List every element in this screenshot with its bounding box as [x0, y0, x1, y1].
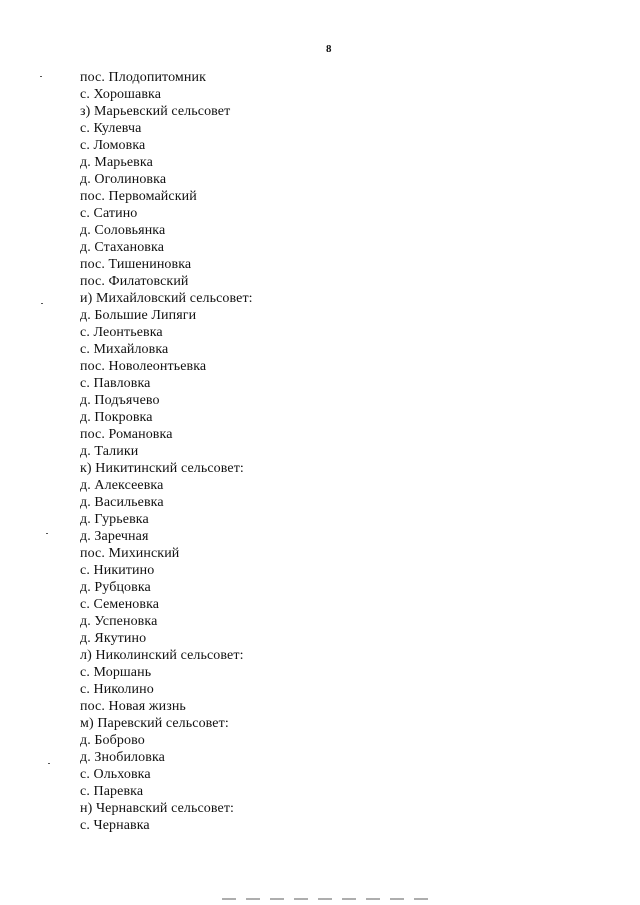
list-item: с. Паревка — [80, 784, 144, 799]
list-item: с. Семеновка — [80, 597, 160, 612]
page-number: 8 — [326, 43, 332, 55]
list-item: пос. Новая жизнь — [80, 699, 186, 714]
list-item: с. Сатино — [80, 206, 138, 221]
section-heading: н) Чернавский сельсовет: — [80, 801, 235, 816]
list-item: д. Гурьевка — [80, 512, 149, 527]
scan-speck — [46, 533, 48, 534]
list-item: д. Покровка — [80, 410, 153, 425]
list-item: пос. Плодопитомник — [80, 70, 206, 85]
list-item: д. Заречная — [80, 529, 149, 544]
list-item: д. Васильевка — [80, 495, 164, 510]
list-item: д. Марьевка — [80, 155, 153, 170]
section-heading: м) Паревский сельсовет: — [80, 716, 229, 731]
list-item: с. Павловка — [80, 376, 151, 391]
list-item: пос. Первомайский — [80, 189, 197, 204]
scan-speck — [40, 76, 42, 77]
list-item: пос. Михинский — [80, 546, 180, 561]
list-item: д. Соловьянка — [80, 223, 166, 238]
list-item: пос. Тишениновка — [80, 257, 192, 272]
list-item: с. Чернавка — [80, 818, 150, 833]
list-item: с. Николино — [80, 682, 154, 697]
list-item: д. Алексеевка — [80, 478, 164, 493]
list-item: пос. Романовка — [80, 427, 173, 442]
list-item: д. Большие Липяги — [80, 308, 197, 323]
section-heading: л) Николинский сельсовет: — [80, 648, 244, 663]
list-item: пос. Филатовский — [80, 274, 189, 289]
list-item: д. Знобиловка — [80, 750, 165, 765]
scan-speck — [48, 763, 50, 764]
list-item: д. Стахановка — [80, 240, 165, 255]
settlement-list — [80, 69, 253, 834]
list-item: д. Оголиновка — [80, 172, 167, 187]
list-item: с. Ломовка — [80, 138, 146, 153]
list-item: с. Моршань — [80, 665, 152, 680]
list-item: пос. Новолеонтьевка — [80, 359, 207, 374]
list-item: с. Михайловка — [80, 342, 169, 357]
list-item: д. Рубцовка — [80, 580, 151, 595]
list-item: д. Якутино — [80, 631, 147, 646]
list-item: д. Боброво — [80, 733, 145, 748]
list-item: с. Ольховка — [80, 767, 151, 782]
section-heading: к) Никитинский сельсовет: — [80, 461, 244, 476]
section-heading: з) Марьевский сельсовет — [80, 104, 231, 119]
list-item: с. Кулевча — [80, 121, 142, 136]
list-item: с. Никитино — [80, 563, 155, 578]
list-item: с. Леонтьевка — [80, 325, 163, 340]
scan-speck — [41, 303, 43, 304]
scan-smudge — [222, 898, 432, 900]
list-item: д. Успеновка — [80, 614, 158, 629]
list-item: с. Хорошавка — [80, 87, 162, 102]
list-item: д. Талики — [80, 444, 139, 459]
section-heading: и) Михайловский сельсовет: — [80, 291, 253, 306]
list-item: д. Подъячево — [80, 393, 160, 408]
